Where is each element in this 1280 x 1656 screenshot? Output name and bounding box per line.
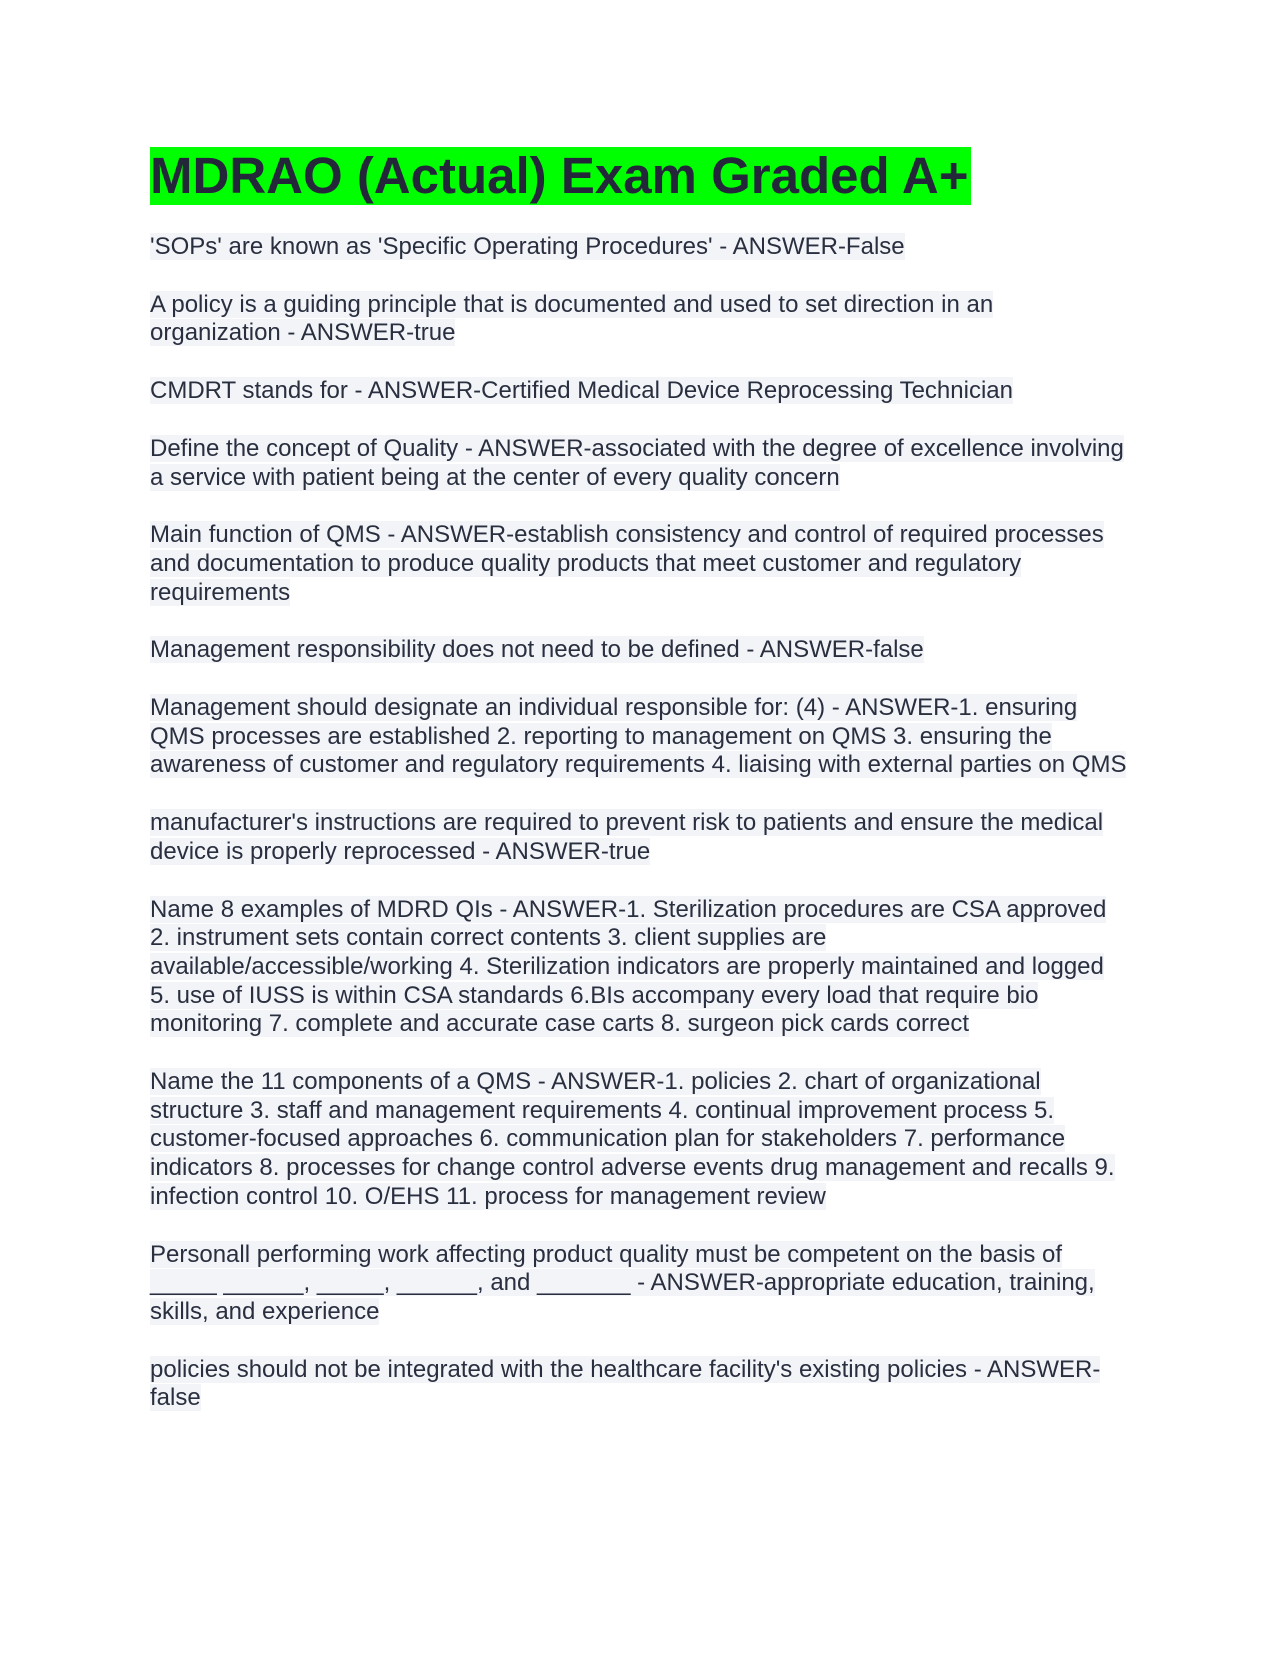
qa-text: Name the 11 components of a QMS - ANSWER-1. policies 2. chart of organizational structure 3. staff and management requirements 4. continual improvement process 5. customer-focused approaches 6. communication plan for stakeholders 7. performance indicators 8. processes for change control adverse events drug management and recalls 9. infection control 10. O/EHS 11. process for management review (150, 1068, 1115, 1210)
qa-item (150, 1241, 1130, 1327)
qa-text: Management should designate an individual responsible for: (4) - ANSWER-1. ensuring QMS processes are established 2. reporting to management on QMS 3. ensuring the awareness of customer and regulatory requirements 4. liaising with external parties on QMS (150, 694, 1127, 779)
title-wrapper (150, 147, 1130, 205)
qa-text: Management responsibility does not need to be defined - ANSWER-false (150, 636, 924, 664)
qa-item (150, 1356, 1130, 1413)
document-page (150, 147, 1130, 1442)
qa-text: manufacturer's instructions are required to prevent risk to patients and ensure the medical device is properly reprocessed - ANSWER-true (150, 809, 1104, 865)
qa-text: policies should not be integrated with the healthcare facility's existing policies - ANSWER-false (150, 1355, 1101, 1412)
qa-item (150, 896, 1130, 1040)
qa-item (150, 694, 1130, 780)
qa-item (150, 809, 1130, 866)
qa-text: Define the concept of Quality - ANSWER-associated with the degree of excellence involving a service with patient being at the center of every quality concern (150, 434, 1124, 491)
qa-item (150, 233, 1130, 262)
qa-item (150, 377, 1130, 406)
qa-item (150, 521, 1130, 607)
qa-text: CMDRT stands for - ANSWER-Certified Medical Device Reprocessing Technician (150, 377, 1013, 405)
qa-text: 'SOPs' are known as 'Specific Operating Procedures' - ANSWER-False (150, 233, 905, 260)
document-title: MDRAO (Actual) Exam Graded A+ (150, 147, 969, 204)
qa-item (150, 636, 1130, 665)
qa-text: Name 8 examples of MDRD QIs - ANSWER-1. Sterilization procedures are CSA approved 2. instrument sets contain correct contents 3. client supplies are available/accessible/working 4. Sterilization indicators are properly maintained and logged 5. use of IUSS is within CSA standards 6.BIs accompany every load that require bio monitoring 7. complete and accurate case carts 8. surgeon pick cards correct (150, 895, 1107, 1038)
qa-text: A policy is a guiding principle that is documented and used to set direction in an organization - ANSWER-true (150, 290, 994, 347)
qa-item (150, 1068, 1130, 1212)
qa-list (150, 233, 1130, 1413)
qa-item (150, 291, 1130, 348)
qa-text: Main function of QMS - ANSWER-establish consistency and control of required processes and documentation to produce quality products that meet customer and regulatory requirements (150, 521, 1104, 606)
qa-text: Personall performing work affecting product quality must be competent on the basis of _____ ______, _____, ______, and _______ - ANSWER-appropriate education, training, skills, and experience (150, 1240, 1095, 1325)
qa-item (150, 435, 1130, 492)
